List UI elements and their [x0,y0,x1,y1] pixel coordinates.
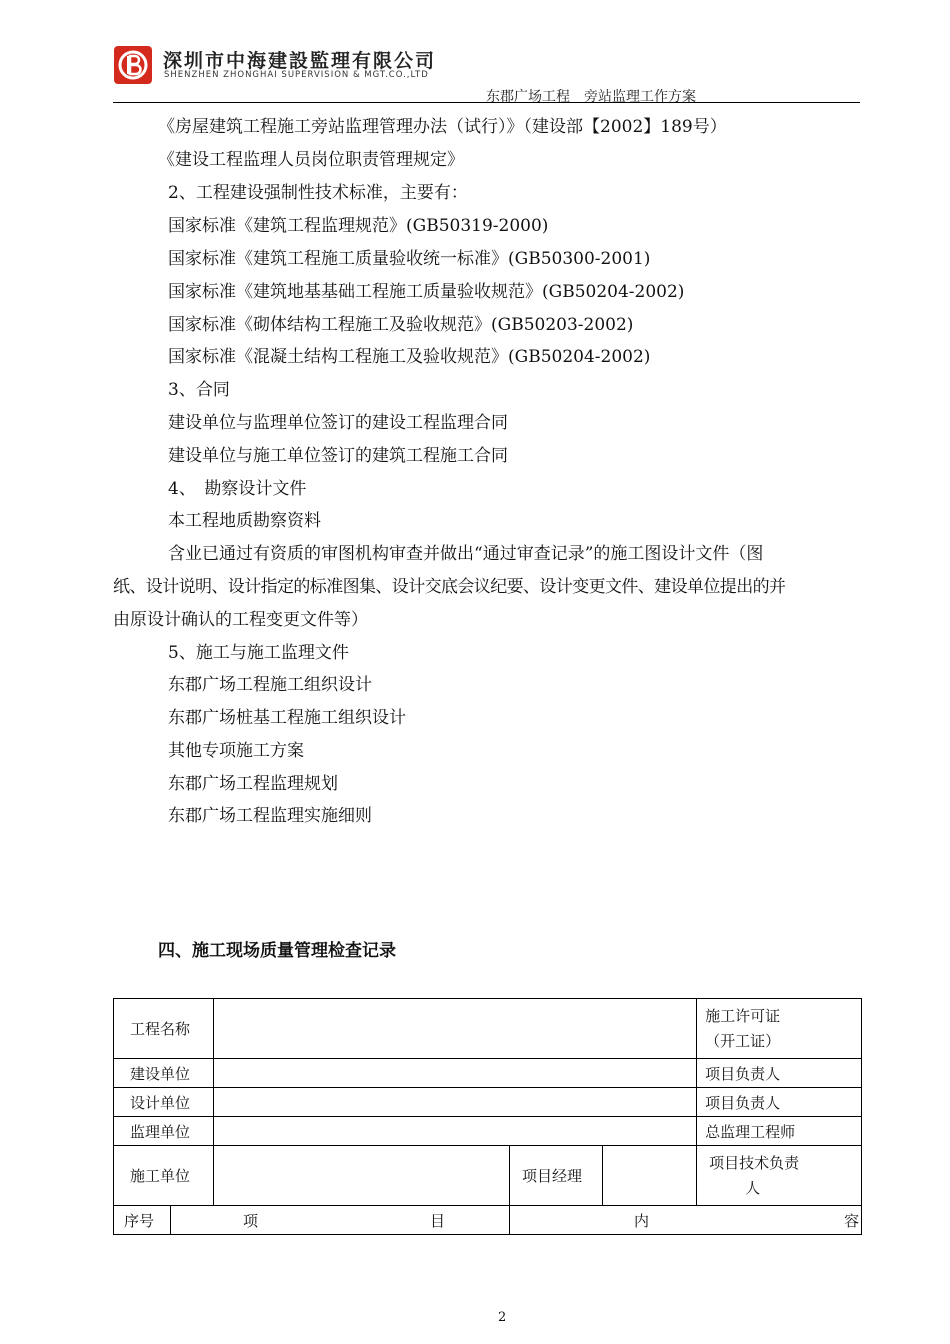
text-line: 4、 勘察设计文件 [168,479,307,499]
label-chief-engineer: 总监理工程师 [697,1117,862,1146]
header-item-char-1: 项 [243,1211,259,1230]
header-content [510,1206,862,1235]
value-contractor[interactable] [214,1146,510,1206]
text-line: 由原设计确认的工程变更文件等） [113,610,368,630]
quality-check-table [113,998,862,1235]
text-line: 3、合同 [168,380,230,400]
label-designer-lead: 项目负责人 [697,1088,862,1117]
label-permit [697,999,862,1059]
header-content-char-2: 容 [844,1211,860,1230]
text-line: 2、工程建设强制性技术标准，主要有： [168,183,468,203]
value-supervisor[interactable] [214,1117,697,1146]
company-name-cn: 深圳市中海建設監理有限公司 [163,50,437,72]
tech-lead-line-2: 人 [745,1178,761,1197]
text-line: 国家标准《建筑工程监理规范》(GB50319-2000) [168,216,549,236]
text-line: 《房屋建筑工程施工旁站监理管理办法（试行）》（建设部【2002】189号） [158,117,727,137]
section-title: 四、施工现场质量管理检查记录 [158,941,396,961]
label-owner-lead: 项目负责人 [697,1059,862,1088]
text-line: 国家标准《建筑工程施工质量验收统一标准》(GB50300-2001) [168,249,651,269]
label-project-name: 工程名称 [114,999,214,1059]
header-divider [113,102,860,103]
text-line: 东郡广场工程施工组织设计 [168,675,372,695]
text-line: 本工程地质勘察资料 [168,511,321,531]
value-project-name[interactable] [214,999,697,1059]
header-seq: 序号 [114,1206,171,1235]
text-line: 东郡广场工程监理实施细则 [168,806,372,826]
value-designer[interactable] [214,1088,697,1117]
text-line: 国家标准《混凝土结构工程施工及验收规范》(GB50204-2002) [168,347,651,367]
text-line: 东郡广场工程监理规划 [168,774,338,794]
text-line: 国家标准《砌体结构工程施工及验收规范》(GB50203-2002) [168,315,634,335]
text-line: 5、施工与施工监理文件 [168,643,349,663]
tech-lead-line-1: 项目技术负责 [709,1153,800,1172]
permit-line-2: （开工证） [705,1031,781,1050]
header-item [171,1206,510,1235]
page-number: 2 [498,1310,507,1325]
text-line: 建设单位与监理单位签订的建设工程监理合同 [168,413,508,433]
label-contractor: 施工单位 [114,1146,214,1206]
document-title: 东郡广场工程 旁站监理工作方案 [486,89,696,105]
value-owner[interactable] [214,1059,697,1088]
value-project-manager[interactable] [603,1146,697,1206]
label-project-manager: 项目经理 [510,1146,603,1206]
label-supervisor: 监理单位 [114,1117,214,1146]
label-tech-lead [697,1146,862,1206]
text-line: 国家标准《建筑地基基础工程施工质量验收规范》(GB50204-2002) [168,282,685,302]
text-line: 其他专项施工方案 [168,741,304,761]
text-line: 纸、设计说明、设计指定的标准图集、设计交底会议纪要、设计变更文件、建设单位提出的并 [113,577,786,597]
company-logo [113,45,153,85]
text-line: 建设单位与施工单位签订的建筑工程施工合同 [168,446,508,466]
text-line: 含业已通过有资质的审图机构审查并做出“通过审查记录”的施工图设计文件（图 [168,544,764,564]
label-designer: 设计单位 [114,1088,214,1117]
label-owner: 建设单位 [114,1059,214,1088]
company-name-en: SHENZHEN ZHONGHAI SUPERVISION & MGT.CO.,LTD [164,70,429,80]
permit-line-1: 施工许可证 [705,1006,781,1025]
text-line: 《建设工程监理人员岗位职责管理规定》 [158,150,464,170]
header-content-char-1: 内 [634,1211,650,1230]
text-line: 东郡广场桩基工程施工组织设计 [168,708,406,728]
header-item-char-2: 目 [430,1211,446,1230]
